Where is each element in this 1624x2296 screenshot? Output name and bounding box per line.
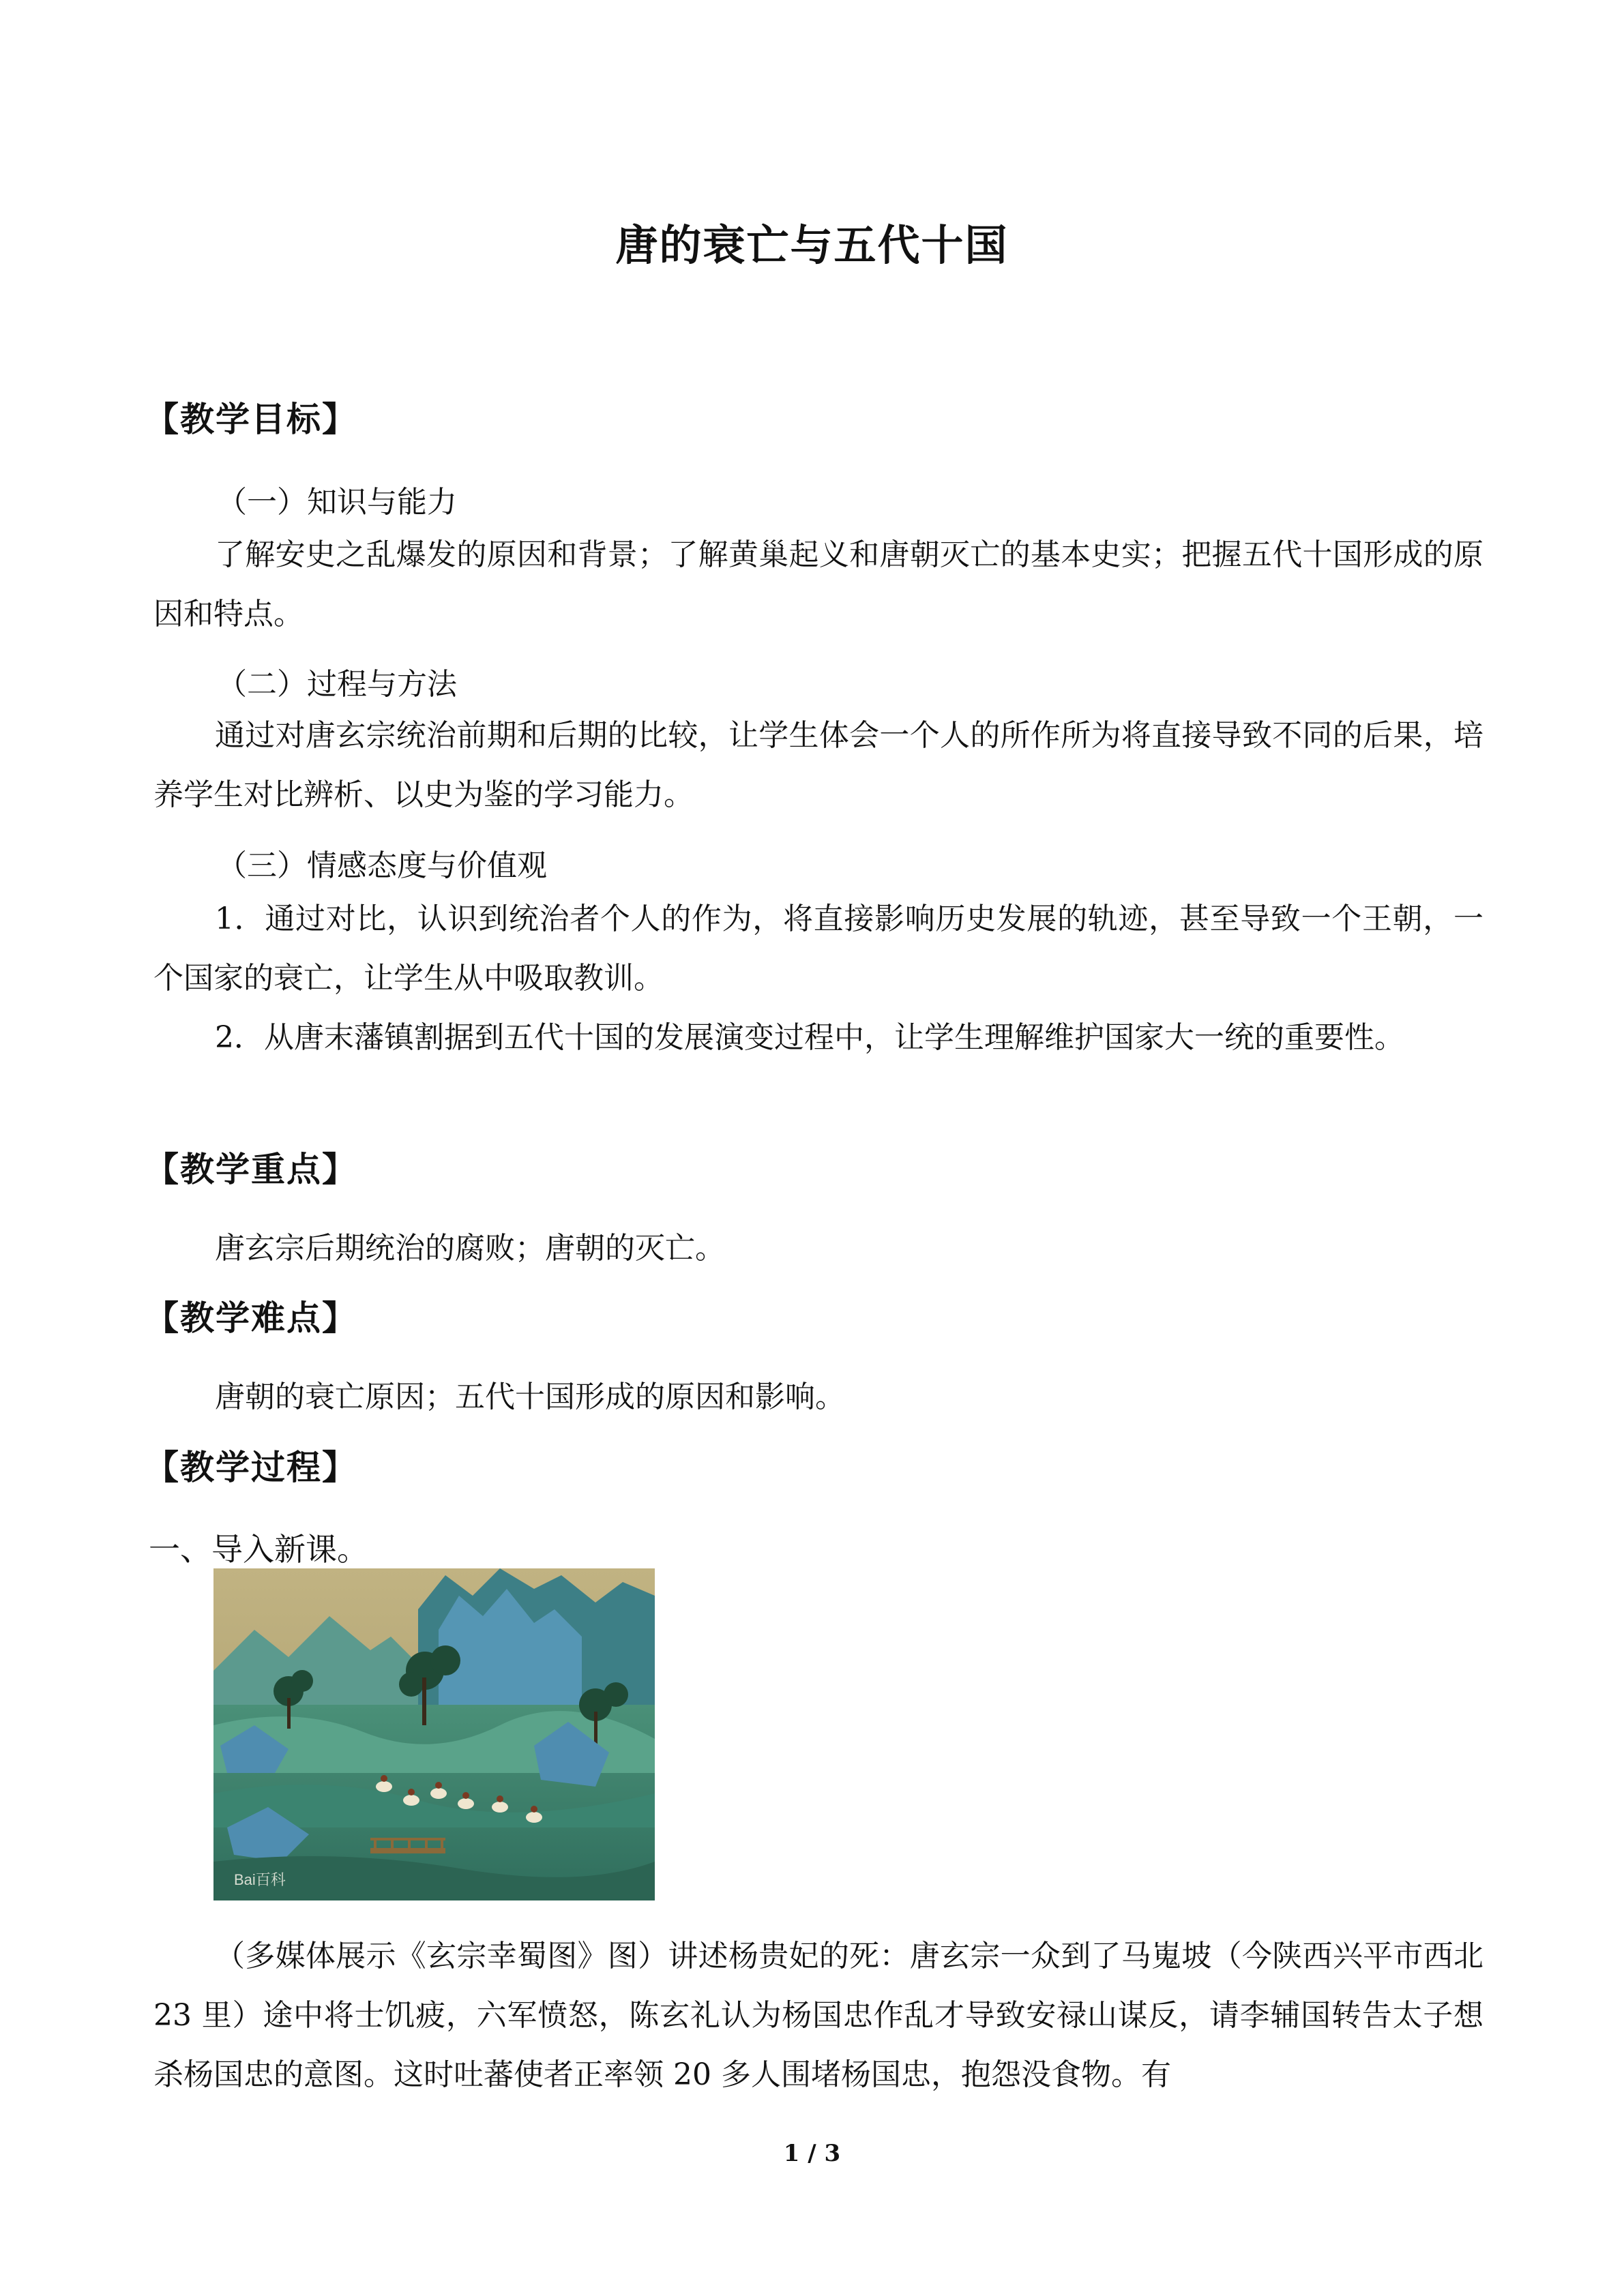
process-intro-paragraph: （多媒体展示《玄宗幸蜀图》图）讲述杨贵妃的死：唐玄宗一众到了马嵬坡（今陕西兴平市西北 23 里）途中将士饥疲，六军愤怒，陈玄礼认为杨国忠作乱才导致安禄山谋反，请李辅国转告太子想杀杨国忠的意图。这时吐蕃使者正率领 20 多人围堵杨国忠，抱怨没食物。有 bbox=[153, 1939, 1483, 2092]
key-points-heading: 【教学重点】 bbox=[145, 1149, 357, 1189]
painting-watermark: Bai百科 bbox=[234, 1871, 286, 1888]
objectives-heading: 【教学目标】 bbox=[145, 399, 357, 439]
difficulties-text: 唐朝的衰亡原因；五代十国形成的原因和影响。 bbox=[215, 1380, 845, 1414]
objectives-sub-knowledge: （一）知识与能力 bbox=[217, 485, 457, 520]
page-number: 1 / 3 bbox=[783, 2140, 841, 2167]
objectives-para-values-1: 1．通过对比，认识到统治者个人的作为，将直接影响历史发展的轨迹，甚至导致一个王朝，一个国家的衰亡，让学生从中吸取教训。 bbox=[153, 901, 1483, 996]
document-title: 唐的衰亡与五代十国 bbox=[615, 220, 1009, 270]
objectives-sub-values: （三）情感态度与价值观 bbox=[217, 848, 547, 883]
difficulties-heading: 【教学难点】 bbox=[145, 1298, 357, 1338]
objectives-para-values-2: 2．从唐末藩镇割据到五代十国的发展演变过程中，让学生理解维护国家大一统的重要性。 bbox=[215, 1020, 1404, 1055]
objectives-para-process: 通过对唐玄宗统治前期和后期的比较，让学生体会一个人的所作所为将直接导致不同的后果，培养学生对比辨析、以史为鉴的学习能力。 bbox=[153, 718, 1483, 812]
process-heading: 【教学过程】 bbox=[145, 1447, 357, 1487]
process-section-intro: 一、导入新课。 bbox=[149, 1531, 368, 1568]
key-points-text: 唐玄宗后期统治的腐败；唐朝的灭亡。 bbox=[215, 1231, 725, 1266]
painting-image bbox=[213, 1568, 655, 1900]
objectives-sub-process: （二）过程与方法 bbox=[217, 667, 457, 702]
objectives-para-knowledge: 了解安史之乱爆发的原因和背景；了解黄巢起义和唐朝灭亡的基本史实；把握五代十国形成的原因和特点。 bbox=[153, 537, 1483, 631]
